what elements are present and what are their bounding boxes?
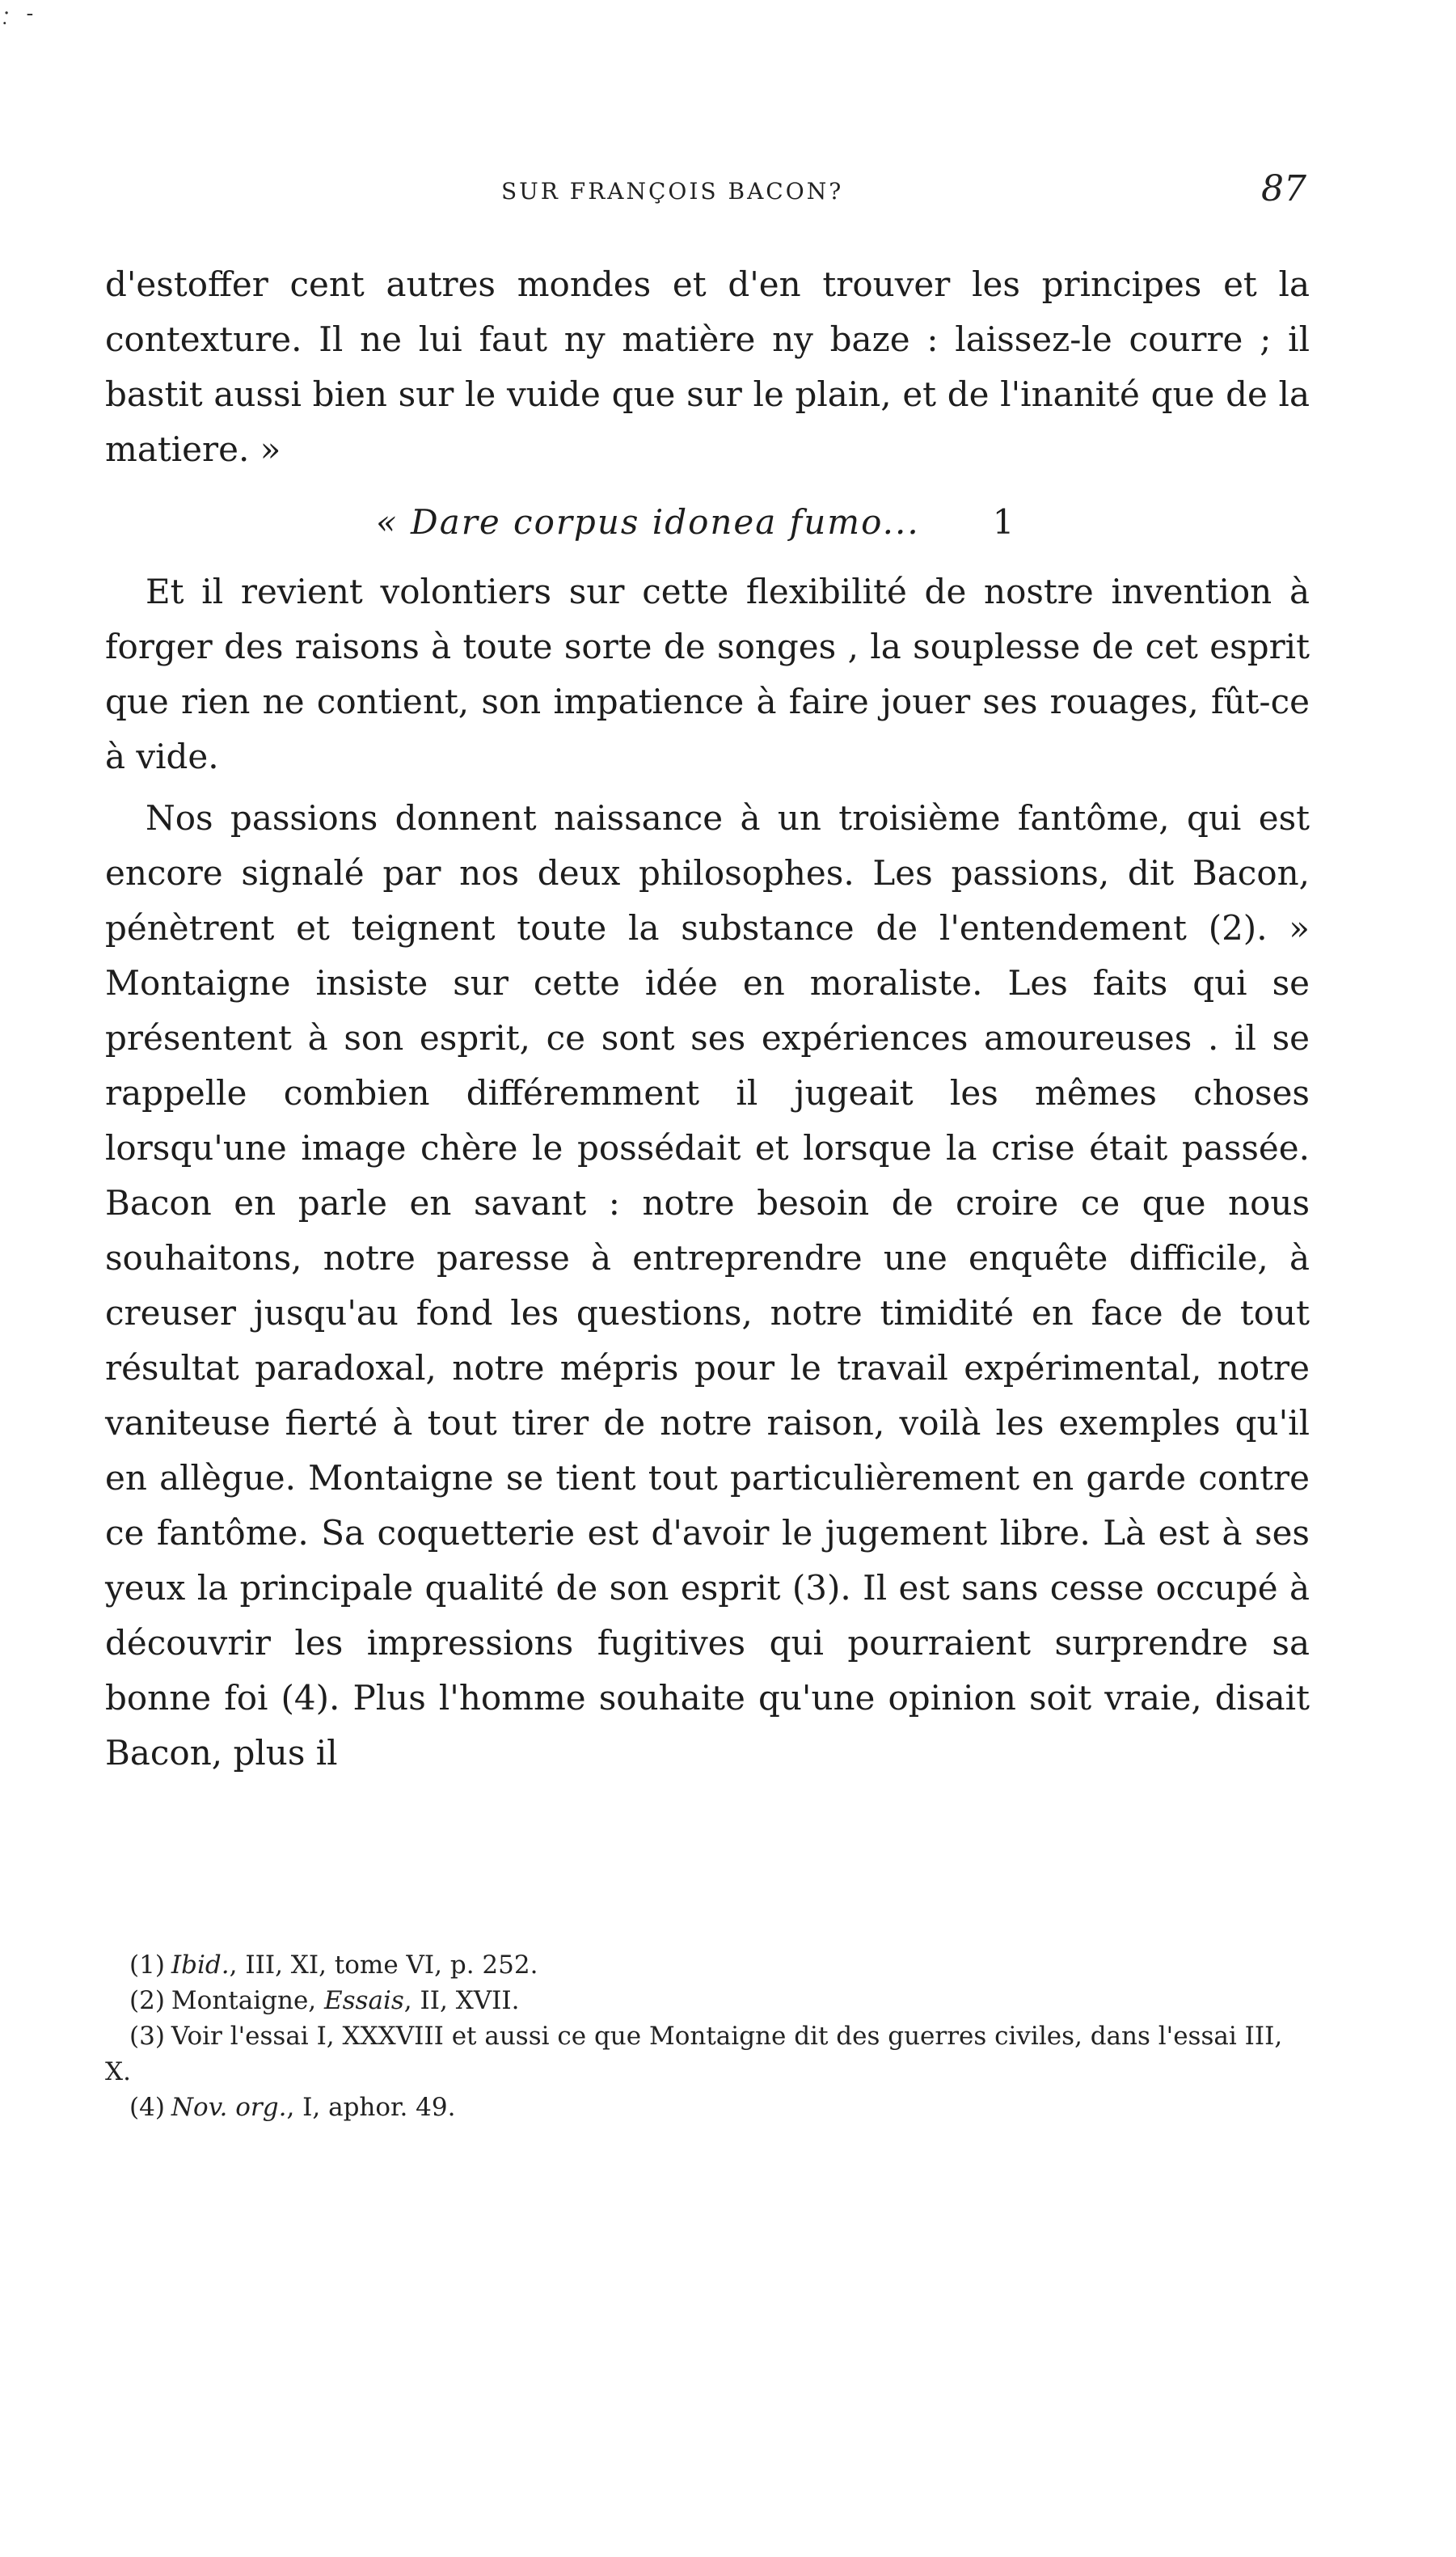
quotation-text: « Dare corpus idonea fumo... <box>376 502 920 542</box>
footnote-italic: Ibid. <box>171 1951 230 1980</box>
footnote-label: (4) <box>129 2093 165 2122</box>
footnote-3 <box>105 2018 1310 2090</box>
footnote-italic: Nov. org. <box>171 2093 287 2122</box>
paragraph-2: Et il revient volontiers sur cette flexibilité de nostre invention à forger des raisons à toute sorte de songes , la souplesse de cet esprit que rien ne contient, son impatience à faire jouer ses rouages, fût-ce à vide. <box>105 572 1310 776</box>
corner-mark: ·̣ - <box>3 2 39 26</box>
quotation-note-mark: 1 <box>992 502 1015 542</box>
footnote-label: (1) <box>129 1951 165 1980</box>
footnotes <box>105 1947 1310 2125</box>
footnote-label: (2) <box>129 1986 165 2015</box>
footnote-1 <box>105 1947 1310 1983</box>
running-head: SUR FRANÇOIS BACON? <box>501 178 844 205</box>
footnote-text: , III, XI, tome VI, p. 252. <box>229 1951 538 1980</box>
footnote-prefix: Montaigne, <box>171 1986 325 2015</box>
paragraph-3: Nos passions donnent naissance à un troisième fantôme, qui est encore signalé par nos deux philosophes. Les passions, dit Bacon, pénètrent et teignent toute la substance de l'entendement (2). » Montaigne insiste sur cette idée en moraliste. Les faits qui se présentent à son esprit, ce sont ses expériences amoureuses . il se rappelle combien différemment il jugeait les mêmes choses lorsqu'une image chère le possédait et lorsque la crise était passée. Bacon en parle en savant : notre besoin de croire ce que nous souhaitons, notre paresse à entreprendre une enquête difficile, à creuser jusqu'au fond les questions, notre timidité en face de tout résultat paradoxal, notre mépris pour le travail expérimental, notre vaniteuse fierté à tout tirer de notre raison, voilà les exemples qu'il en allègue. Montaigne se tient tout particulièrement en garde contre ce fantôme. Sa coquetterie est d'avoir le jugement libre. Là est à ses yeux la principale qualité de son esprit (3). Il est sans cesse occupé à découvrir les impressions fugitives qui pourraient surprendre sa bonne foi (4). Plus l'homme souhaite qu'une opinion soit vraie, disait Bacon, plus il <box>105 798 1310 1773</box>
footnote-label: (3) <box>129 2022 165 2051</box>
footnote-italic: Essais <box>324 1986 404 2015</box>
footnote-text: , II, XVII. <box>403 1986 520 2015</box>
footnote-text: , I, aphor. 49. <box>286 2093 456 2122</box>
footnote-text: Voir l'essai I, XXXVIII et aussi ce que Montaigne dit des guerres civiles, dans l'essai III, X. <box>105 2022 1283 2086</box>
latin-quotation <box>376 495 1014 550</box>
footnote-2 <box>105 1983 1310 2018</box>
footnote-4 <box>105 2090 1310 2125</box>
page-number: 87 <box>1261 168 1306 209</box>
paragraph-1: d'estoffer cent autres mondes et d'en trouver les principes et la contexture. Il ne lui faut ny matière ny baze : laissez-le courre ; il bastit aussi bien sur le vuide que sur le plain, et de l'inanité que de la matiere. » <box>105 264 1310 469</box>
